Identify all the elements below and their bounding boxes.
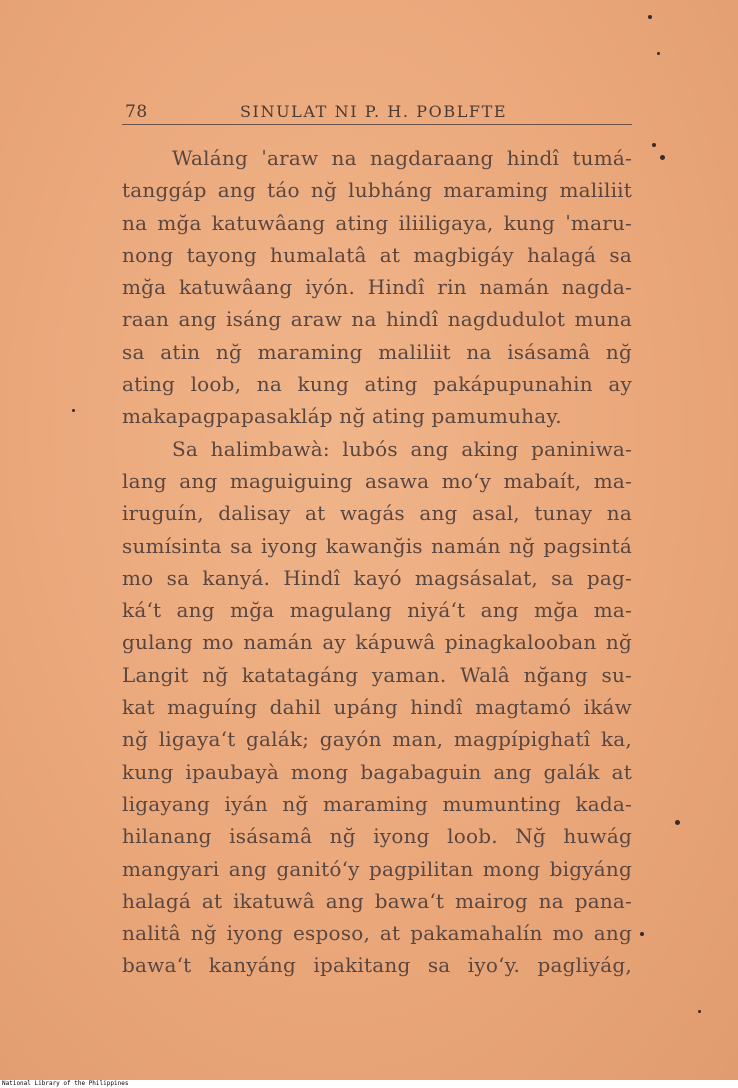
paper-speck [648,15,652,19]
paper-speck [657,52,660,55]
text-line: na mğa katuwâang ating iliiligaya, kung ˈmaru- [122,210,632,235]
text-line: nong tayong humalatâ at magbigáy halagá sa [122,242,632,267]
text-line: mo sa kanyá. Hindî kayó magsásalat, sa pag- [122,565,632,590]
text-line: iruguín, dalisay at wagás ang asal, tunay na [122,501,632,526]
text-line: raan ang isáng araw na hindî nagdudulot muna [122,307,632,332]
paper-speck [72,409,75,412]
page-header [122,100,632,124]
text-line: ligayang iyán nğ maraming mumunting kada- [122,791,632,816]
text-line: hilanang isásamâ nğ iyong loob. Nğ huwág [122,824,632,849]
text-line: Waláng ˈaraw na nagdaraang hindî tumá- [172,146,632,170]
paper-speck [698,1010,701,1013]
text-line: tanggáp ang táo nğ lubháng maraming maliliit [122,178,632,203]
text-line: mğa katuwâang iyón. Hindî rin namán nagda- [122,275,632,300]
text-line: ating loob, na kung ating pakápupunahin ay [122,372,632,397]
text-line: sumísinta sa iyong kawanğis namán nğ pagsintá [122,533,632,558]
paper-speck [660,155,665,160]
text-line: sa atin nğ maraming maliliit na isásamâ nğ [122,339,632,364]
text-line: nalitâ nğ iyong esposo, at pakamahalín mo ang [122,921,632,946]
footer-bar [0,1080,738,1088]
footer-credit: National Library of the Philippines [2,1080,129,1087]
text-line: kung ipaubayà mong bagabaguin ang galák at [122,759,632,784]
text-line: kat maguíng dahil upáng hindî magtamó ikáw [122,695,632,720]
text-line: Sa halimbawà: lubós ang aking paniniwa- [172,436,632,461]
running-head: SINULAT NI P. H. POBLFTE [240,102,508,121]
text-line: ká‘t ang mğa magulang niyá‘t ang mğa ma- [122,598,632,623]
text-line: mangyari ang ganitó‘y pagpilitan mong bigyáng [122,856,632,881]
paper-speck [675,820,680,825]
paper-speck [640,932,644,936]
text-line: gulang mo namán ay kápuwâ pinagkalooban nğ [122,630,632,655]
text-line: bawa‘t kanyáng ipakitang sa iyo‘y. pagliyág, [122,953,632,978]
page-number: 78 [125,102,148,122]
text-line: Langit nğ katatagáng yaman. Walâ nğang su- [122,662,632,687]
text-line: makapagpapasakláp nğ ating pamumuhay. [122,404,562,429]
text-line: halagá at ikatuwâ ang bawa‘t mairog na pana- [122,888,632,913]
paper-speck [652,143,656,147]
body-text [122,142,632,982]
header-rule [122,124,632,125]
text-line: lang ang maguiguing asawa mo‘y mabaít, ma- [122,468,632,493]
text-line: nğ ligaya‘t galák; gayón man, magpípighatî ka, [122,727,632,752]
